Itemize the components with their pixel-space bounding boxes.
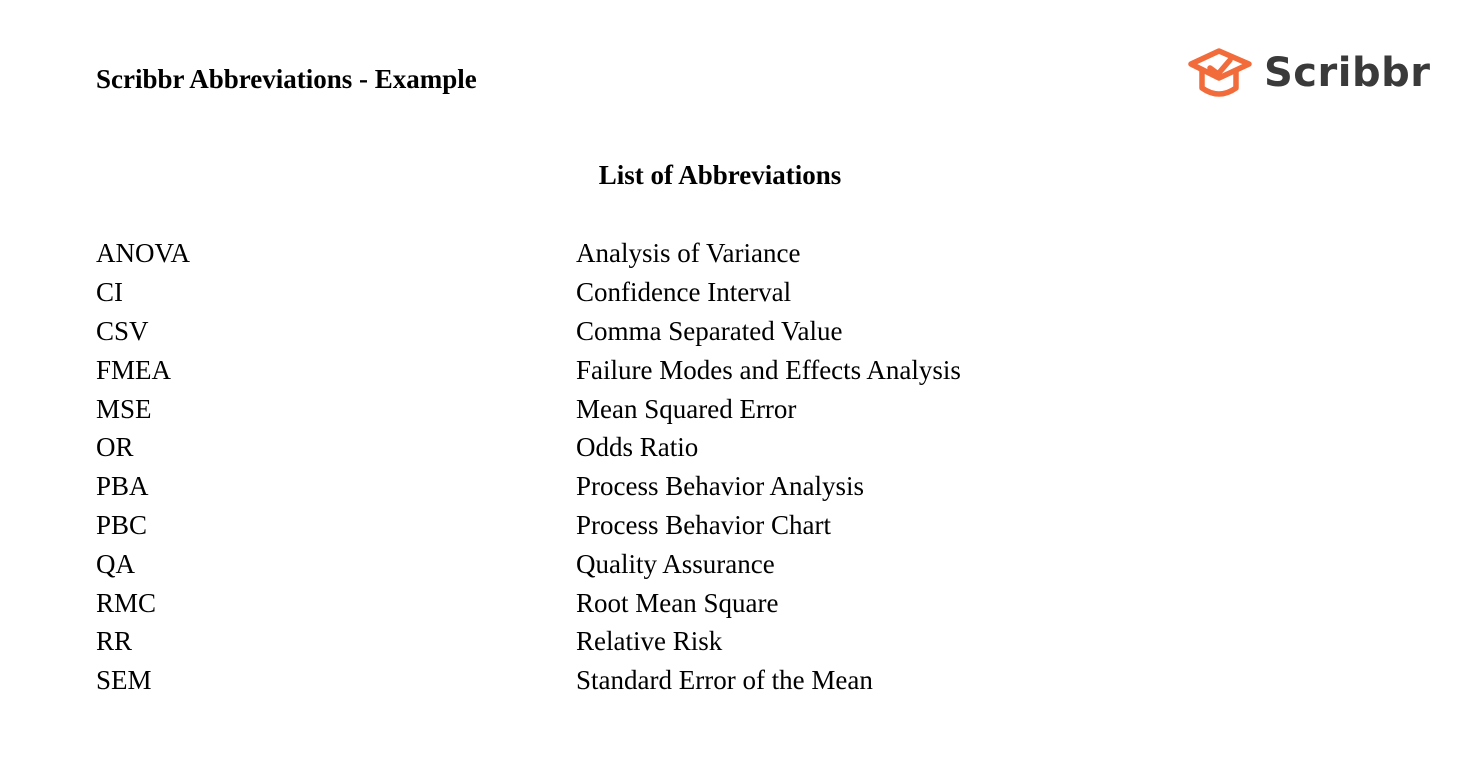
definition: Standard Error of the Mean [576, 665, 873, 696]
abbreviation: FMEA [96, 354, 172, 385]
definition: Analysis of Variance [576, 238, 801, 269]
list-item [96, 622, 1296, 661]
list-item [96, 389, 1296, 428]
list-item [96, 583, 1296, 622]
list-heading: List of Abbreviations [598, 160, 842, 190]
list-item [96, 312, 1296, 351]
definition: Process Behavior Chart [576, 509, 831, 540]
definition: Confidence Interval [576, 277, 792, 308]
definition: Odds Ratio [576, 432, 699, 463]
list-item [96, 661, 1296, 700]
abbreviation: PBA [96, 471, 149, 502]
scribbr-logo [1186, 42, 1430, 104]
abbreviation: RR [96, 626, 133, 657]
list-item [96, 273, 1296, 312]
abbreviation: ANOVA [96, 238, 191, 269]
list-item [96, 544, 1296, 583]
abbreviation: RMC [96, 587, 157, 618]
list-item [96, 467, 1296, 506]
definition: Failure Modes and Effects Analysis [576, 354, 961, 385]
abbreviation: SEM [96, 665, 152, 696]
list-item [96, 234, 1296, 273]
abbreviation: CSV [96, 315, 149, 346]
definition: Mean Squared Error [576, 393, 797, 424]
logo-wordmark: Scribbr [1264, 50, 1431, 96]
definition: Root Mean Square [576, 587, 779, 618]
list-item [96, 350, 1296, 389]
list-item [96, 428, 1296, 467]
definition: Comma Separated Value [576, 315, 843, 346]
abbreviation: OR [96, 432, 134, 463]
abbreviation: CI [96, 277, 123, 308]
list-item [96, 506, 1296, 545]
abbreviation: MSE [96, 393, 152, 424]
definition: Process Behavior Analysis [576, 471, 864, 502]
definition: Relative Risk [576, 626, 723, 657]
document-title: Scribbr Abbreviations - Example [96, 64, 477, 94]
abbreviation: QA [96, 548, 135, 579]
definition: Quality Assurance [576, 548, 775, 579]
abbreviation: PBC [96, 509, 148, 540]
abbreviations-list [96, 234, 1296, 700]
graduation-cap-icon [1186, 42, 1256, 104]
